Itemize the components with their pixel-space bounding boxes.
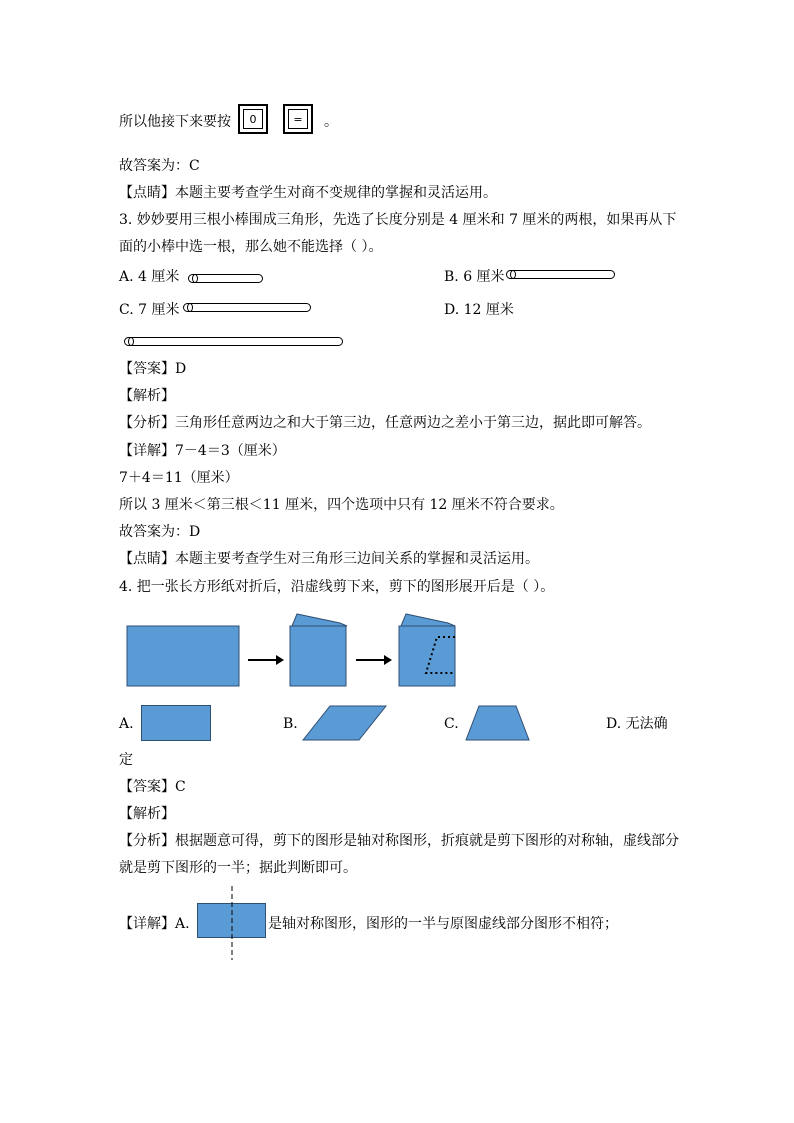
line-keys-suffix: 。 [324, 114, 338, 130]
option-c-trapezoid-icon [465, 705, 531, 741]
q3-option-b: B. 6 厘米 [444, 269, 505, 285]
stick-7cm-icon [183, 303, 311, 312]
line-keys-prefix: 所以他接下来要按 [119, 114, 231, 130]
q3-final-answer: 故答案为：D [119, 524, 201, 540]
q4-option-d: D. 无法确 [606, 716, 668, 732]
q4-option-d-cont: 定 [119, 752, 133, 768]
key-zero-icon [238, 104, 268, 134]
key-equals-icon [283, 104, 313, 134]
prev-answer: 故答案为：C [119, 158, 200, 174]
q4-answer: 【答案】C [119, 779, 186, 795]
q3-dianjing: 【点睛】本题主要考查学生对三角形三边间关系的掌握和灵活运用。 [119, 551, 539, 567]
q3-option-d: D. 12 厘米 [444, 302, 514, 318]
q3-xiangjie-1: 【详解】7－4＝3（厘米） [119, 443, 286, 459]
q3-text-line2: 面的小棒中选一根，那么她不能选择（ ）。 [119, 239, 383, 255]
arrow-right-icon [248, 655, 284, 665]
q3-option-a: A. 4 厘米 [119, 269, 180, 285]
q3-xiangjie-3: 所以 3 厘米＜第三根＜11 厘米，四个选项中只有 12 厘米不符合要求。 [119, 497, 564, 513]
stick-4cm-icon [188, 274, 263, 283]
fold-diagram [120, 610, 470, 690]
q4-fenxi-1: 【分析】根据题意可得，剪下的图形是轴对称图形，折痕就是剪下图形的对称轴，虚线部分 [119, 833, 679, 849]
q4-option-c: C. [444, 716, 459, 732]
q4-option-b: B. [283, 716, 298, 732]
arrow-right-icon [356, 655, 392, 665]
q3-xiangjie-2: 7＋4＝11（厘米） [119, 470, 239, 486]
key-equals-label: = [288, 109, 308, 129]
q3-option-c: C. 7 厘米 [119, 302, 180, 318]
folded-paper-icon [290, 614, 347, 686]
q4-jiexi: 【解析】 [119, 806, 175, 822]
prev-dianjing: 【点睛】本题主要考查学生对商不变规律的掌握和灵活运用。 [119, 185, 497, 201]
q4-xiangjie-prefix: 【详解】A. [119, 916, 190, 932]
q3-text-line1: 3. 妙妙要用三根小棒围成三角形，先选了长度分别是 4 厘米和 7 厘米的两根，如果再从下 [119, 212, 677, 228]
q3-fenxi: 【分析】三角形任意两边之和大于第三边，任意两边之差小于第三边，据此即可解答。 [119, 415, 651, 431]
q3-answer: 【答案】D [119, 361, 187, 377]
q3-jiexi: 【解析】 [119, 388, 175, 404]
q4-xiangjie-suffix: 是轴对称图形，图形的一半与原图虚线部分图形不相符； [268, 916, 618, 932]
folded-paper-cut-icon [399, 614, 455, 686]
q4-text-line1: 4. 把一张长方形纸对折后，沿虚线剪下来，剪下的图形展开后是（ ）。 [119, 579, 555, 595]
option-b-parallelogram-icon [302, 705, 388, 741]
q4-fenxi-2: 就是剪下图形的一半；据此判断即可。 [119, 860, 357, 876]
key-zero-label: 0 [243, 109, 263, 129]
symmetry-axis-dashed-line [226, 886, 238, 960]
stick-6cm-icon [506, 270, 615, 279]
option-a-rectangle-icon [141, 705, 211, 741]
q4-option-a: A. [119, 716, 134, 732]
stick-12cm-icon [124, 337, 343, 346]
paper-rectangle-icon [127, 626, 239, 686]
